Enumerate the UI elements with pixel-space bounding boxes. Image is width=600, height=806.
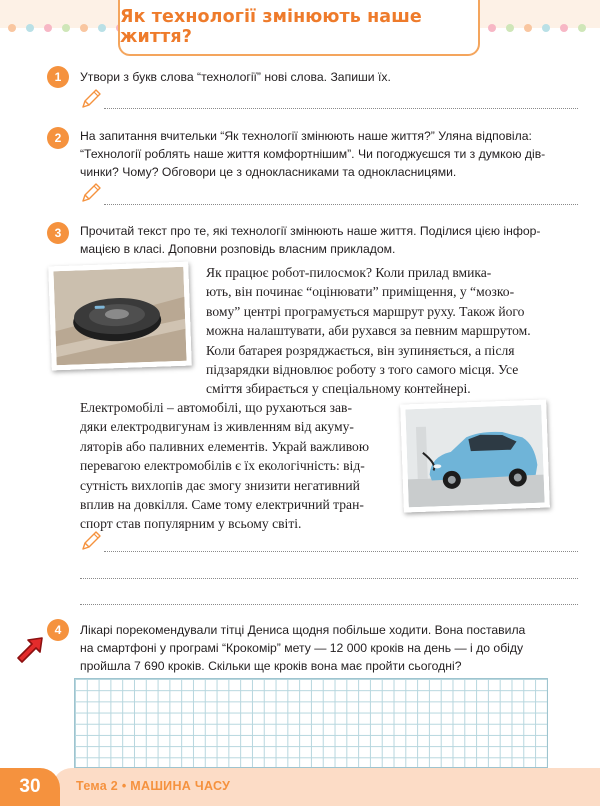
pencil-icon	[80, 182, 102, 204]
electric-car-photo	[400, 399, 550, 512]
answer-line[interactable]	[104, 204, 578, 205]
ecar-line: сутність вихлопів дає змогу знизити негативний	[80, 477, 360, 493]
footer-topic: Тема 2 • МАШИНА ЧАСУ	[76, 779, 231, 793]
task-2-line: чинки? Чому? Обговори це з однокласниками та однокласницями.	[80, 165, 457, 179]
task-number-3: 3	[47, 222, 69, 244]
ecar-text	[80, 398, 394, 534]
page-title: Як технології змінюють наше життя?	[120, 7, 422, 47]
pencil-icon	[80, 88, 102, 110]
ecar-line: Електромобілі – автомобілі, що рухаються зав-	[80, 400, 352, 415]
task-3-line: мацією в класі. Доповни розповідь власним прикладом.	[80, 242, 396, 256]
robot-line: Як працює робот-пилосмок? Коли прилад вмика-	[206, 265, 492, 280]
robot-line: сміття збирається у спеціальному контейнері.	[206, 381, 471, 397]
footer	[0, 768, 600, 806]
answer-line[interactable]	[80, 578, 578, 579]
task-4-line: Лікарі порекомендували тітці Дениса щодня побільше ходити. Вона поставила	[80, 623, 526, 637]
robot-vacuum-illustration	[53, 267, 186, 365]
ecar-line: вплив на довкілля. Саме тому електричний тран-	[80, 497, 364, 513]
task-2-text	[80, 127, 580, 181]
electric-car-illustration	[405, 405, 544, 508]
robot-vacuum-photo	[48, 262, 192, 371]
answer-grid[interactable]	[74, 678, 548, 768]
task-4-line: пройшла 7 690 кроків. Скільки ще кроків вона має пройти сьогодні?	[80, 659, 462, 673]
robot-vacuum-text	[206, 263, 578, 399]
robot-line: можна налаштувати, аби рухався за певним маршрутом.	[206, 323, 531, 339]
task-4-line: на смартфоні у програмі “Крокомір” мету — 12 000 кроків на день — і до обіду	[80, 641, 524, 655]
robot-line: Коли батарея розряджається, він зупиняється, а після	[206, 342, 515, 358]
task-1-text	[80, 68, 580, 86]
task-2-line: “Технології роблять наше життя комфортнішим”. Чи погоджуєшся ти з думкою дів-	[80, 147, 546, 161]
task-4-text	[80, 621, 580, 675]
ecar-line: перевагою електромобілів є їх екологічність: від-	[80, 458, 365, 474]
task-3-line: Прочитай текст про те, які технології змінюють наше життя. Поділися цією інфор-	[80, 224, 541, 238]
task-2-line: На запитання вчительки “Як технології змінюють наше життя?” Уляна відповіла:	[80, 129, 532, 143]
answer-line[interactable]	[104, 551, 578, 552]
answer-line[interactable]	[80, 604, 578, 605]
ecar-line: спорт став популярним у всьому світі.	[80, 516, 302, 532]
red-arrow-icon	[12, 636, 50, 668]
title-box	[118, 0, 480, 56]
answer-line[interactable]	[104, 108, 578, 109]
task-number-4: 4	[47, 619, 69, 641]
robot-line: підзарядки відновлює роботу з того самого місця. Усе	[206, 362, 519, 378]
task-3-text	[80, 222, 580, 258]
task-number-1: 1	[47, 66, 69, 88]
page-number: 30	[0, 768, 60, 806]
robot-line: ють, він починає “оцінювати” приміщення, у “мозко-	[206, 284, 515, 300]
task-1-line: Утвори з букв слова “технології” нові слова. Запиши їх.	[80, 70, 391, 84]
task-number-2: 2	[47, 127, 69, 149]
decor-dots-right	[488, 24, 586, 34]
pencil-icon	[80, 530, 102, 552]
ecar-line: ляторів або паливних елементів. Укрaй важливою	[80, 438, 370, 454]
robot-line: вому” центрі програмується маршрут руху. Також його	[206, 303, 525, 319]
ecar-line: дяки електродвигунам із живленням від акуму-	[80, 419, 354, 435]
